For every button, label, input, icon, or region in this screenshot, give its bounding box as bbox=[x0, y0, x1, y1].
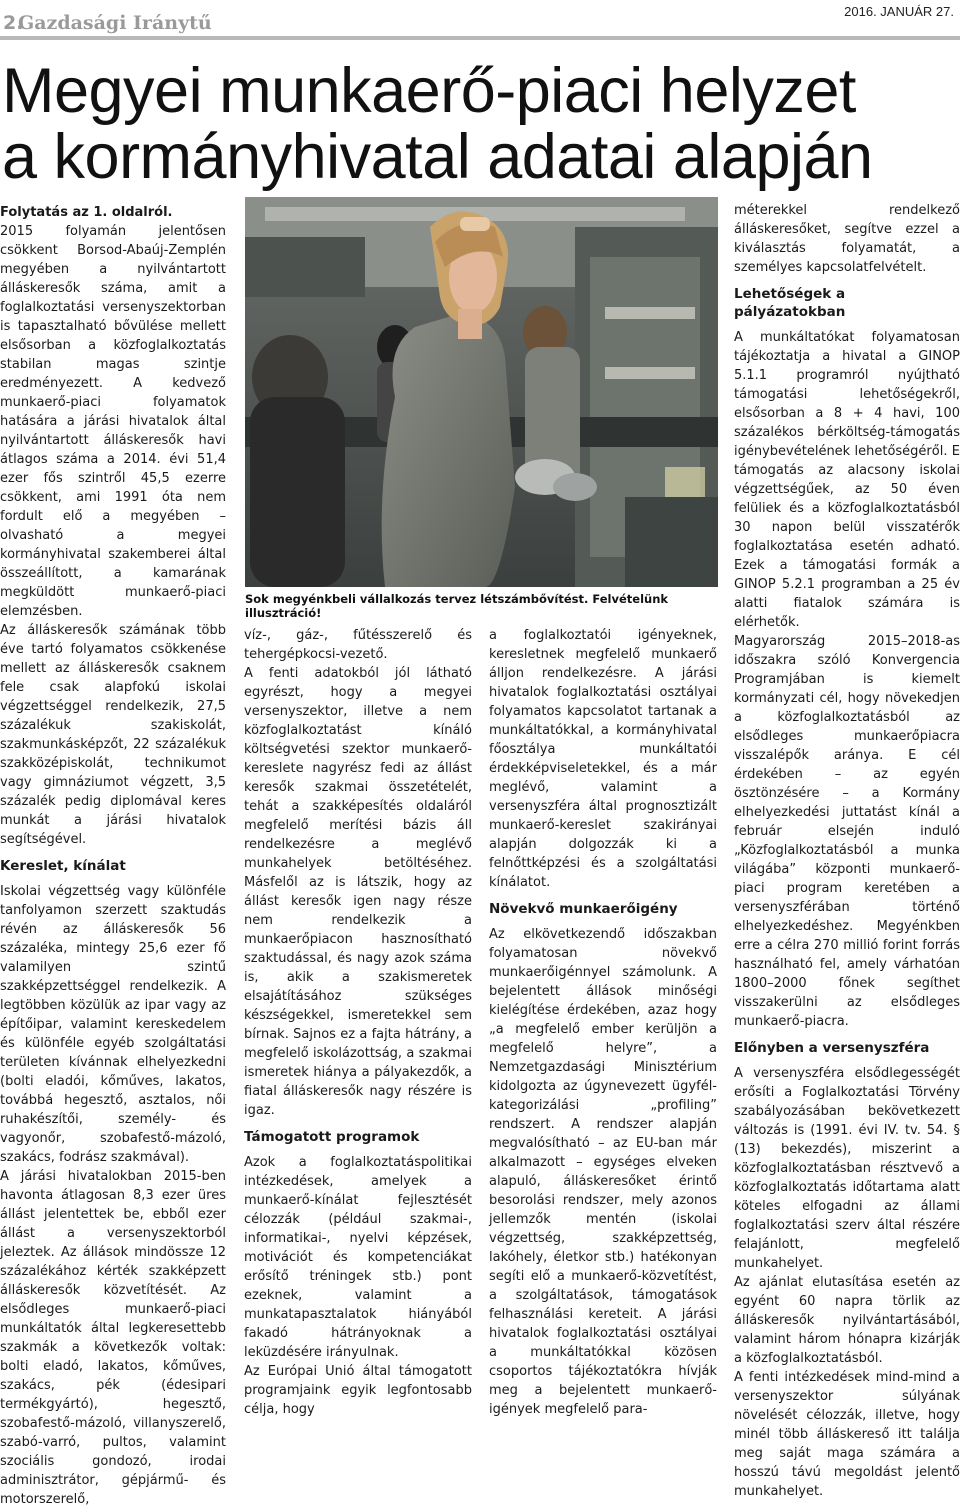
factory-workers-photo bbox=[245, 197, 718, 587]
article-column-3 bbox=[489, 626, 717, 1417]
page-header bbox=[0, 0, 960, 40]
section-name: Gazdasági Iránytű bbox=[18, 12, 212, 34]
photo-caption: Sok megyénkbeli vállalkozás tervez létszámbővítést. Felvételünk illusztráció! bbox=[245, 592, 669, 620]
paragraph: Az álláskeresők számának több éve tartó folyamatos csökkenése mellett az álláskeresők csaknem fele csak alapfokú iskolai végzettséggel rendelkezik, 27,5 százalékuk szakiskolát, szakmunkásképzőt, 22 százalékuk szakközépiskolát, technikumot vagy gimnáziumot végzett, 3,5 százalék pedig diplomával keres munkát a járási hivatalok segítségével. bbox=[0, 623, 226, 847]
article-column-1 bbox=[0, 203, 226, 1507]
subheading: Növekvő munkaerőigény bbox=[489, 901, 678, 917]
paragraph: A járási hivatalokban 2015-ben havonta átlagosan 8,3 ezer üres állást jelentettek be, ebből ezer állást a versenyszektorból jeleztek. Az állások mindössze 12 százalékához kérték szakképzett álláskeresők közvetítését. Az elsődleges munkaerő-piaci munkáltatók által legkeresettebb szakmák a következők voltak: bolti eladó, lakatos, kőműves, szakács, pék (édesipari termékgyártó), hegesztő, szobafestő-mázoló, villanyszerelő, szabó-varró, pultos, valamint szociális gondozó, irodai adminisztrátor, gépjármű- és motorszerelő, bbox=[0, 1169, 226, 1507]
headline-line-2: a kormányhivatal adatai alapján bbox=[2, 122, 873, 192]
article-headline bbox=[2, 58, 960, 190]
continuation-note: Folytatás az 1. oldalról. bbox=[0, 205, 173, 220]
subheading: Lehetőségek a pályázatokban bbox=[734, 286, 846, 320]
issue-date: 2016. JANUÁR 27. bbox=[844, 4, 954, 19]
subheading: Támogatott programok bbox=[244, 1129, 420, 1145]
subheading: Kereslet, kínálat bbox=[0, 858, 126, 874]
paragraph: Az Európai Unió által támogatott programjaink egyik legfontosabb célja, hogy bbox=[244, 1364, 472, 1417]
paragraph: A munkáltatókat folyamatosan tájékoztatja a hivatal a GINOP 5.1.1 programról nyújtható támogatási lehetőségekről, elsősorban a 8 + 4 havi, 100 százalékos bérköltség-támogatás igénybevételének lehetőségéről. E támogatás az alacsony iskolai végzettségűek, az 50 éven felüliek és a közfoglalkoztatásból 30 napon belül visszatérők foglalkoztatása esetén adható. Ezek a támogatási formák a GINOP 5.2.1 programban a 25 év alatti fiatalok számára is elérhetők. bbox=[734, 330, 960, 630]
paragraph: víz-, gáz-, fűtésszerelő és tehergépkocsi-vezető. bbox=[244, 628, 472, 662]
paragraph: A versenyszféra elsődlegességét erősíti a Foglalkoztatási Törvény szabályozásában bekövetkezett változás is (1991. évi IV. tv. 54. § (13) bekezdés), miszerint a közfoglalkoztatásban résztvevő a közfoglalkoztatás időtartama alatt köteles elfogadni az állami foglalkoztatási szerv által részére felajánlott, megfelelő munkahelyet. bbox=[734, 1066, 960, 1271]
paragraph: A fenti adatokból jól látható egyrészt, hogy a megyei versenyszektor, illetve a nem közfoglalkoztatást kínáló költségvetési szektor munkaerő-kereslete nagyrész fedi az állást keresők szakmai összetételét, tehát a szakképesítés oldaláról megfelelő merítési bázis áll rendelkezésre a meglévő munkahelyek betöltéséhez. Másfelől az is látszik, hogy az állást keresők igen nagy része nem rendelkezik a munkaerőpiacon hasznosítható szaktudással, és nagy azok száma is, akik a szakismeretek elsajátításához szükséges készségekkel, ismeretekkel sem bírnak. Sajnos ez a fajta hátrány, a megfelelő iskolázottság, a szakmai ismeretek hiánya a pályakezdők, a fiatal álláskeresők nagy részére is igaz. bbox=[244, 666, 472, 1118]
paragraph: méterekkel rendelkező álláskeresőket, segítve ezzel a kiválasztás folyamatát, a személyes kapcsolatfelvételt. bbox=[734, 203, 960, 275]
paragraph: a foglalkoztatói igényeknek, keresletnek megfelelő munkaerő álljon rendelkezésre. A járási hivatalok foglalkoztatási osztályai folyamatos kapcsolatot tartanak a munkáltatókkal, a kormányhivatal főosztálya munkáltatói érdekképviseletekkel, és a már meglévő, valamint a versenyszféra által prognosztizált munkaerő-kereslet szakirányai alapján dolgozzák ki a felnőttképzési és a szolgáltatási kínálatot. bbox=[489, 628, 717, 890]
paragraph: 2015 folyamán jelentősen csökkent Borsod-Abaúj-Zemplén megyében a nyilvántartott álláskeresők száma, amit a foglalkoztatási versenyszektorban is tapasztalható bővülése mellett elsősorban a közfoglalkoztatás stabilan magas szintje eredményezett. A kedvező munkaerő-piaci folyamatok hatására a járási hivatalok által nyilvántartott álláskeresők havi átlagos száma a 2014. évi 51,4 ezer fős szintről 45,5 ezerre csökkent, ami 1991 óta nem fordult elő a megyében – olvasható a megyei kormányhivatal szakemberei által összeállított, a kamarának megküldött munkaerő-piaci elemzésben. bbox=[0, 224, 226, 619]
paragraph: Magyarország 2015–2018-as időszakra szóló Konvergencia Programjában is kiemelt kormányzati cél, hogy növekedjen a közfoglalkoztatásból az elsődleges munkaerőpiacra visszalépők aránya. E cél érdekében – az egyén ösztönzésére – a Kormány elhelyezkedési juttatást kínál a február elsején induló „Közfoglalkoztatásból a munka világába” központi munkaerő-piaci program keretében a versenyszférában történő elhelyezkedéshez. Megyénkben erre a célra 270 millió forint forrás használható fel, amely várhatóan 1800–2000 főnek segíthet visszakerülni az elsődleges munkaerő-piacra. bbox=[734, 634, 960, 1029]
paragraph: Iskolai végzettség vagy különféle tanfolyamon szerzett szaktudás révén az álláskeresők 56 százaléka, mintegy 25,6 ezer fő valamilyen szintű szakképzettséggel rendelkezik. A legtöbben közülük az ipar vagy az építőipar, valamint kereskedelem és különféle egyéb szolgáltatási területen kívánnak elhelyezkedni (bolti eladói, kőműves, lakatos, továbbá hegesztő, asztalos, női ruhakészítői, személy- és vagyonőr, szobafestő-mázoló, szakács, fodrász szakmával). bbox=[0, 884, 226, 1165]
headline-line-1: Megyei munkaerő-piaci helyzet bbox=[2, 56, 856, 126]
paragraph: Azok a foglalkoztatáspolitikai intézkedések, amelyek a munkaerő-kínálat fejlesztését célozzák (például szakmai-, informatikai-, nyelvi képzések, motivációt és kompetenciákat erősítő tréningek stb.) pont ezeknek, valamint a munkatapasztalatok hiányából fakadó hátrányoknak a leküzdésére irányulnak. bbox=[244, 1155, 472, 1360]
article-column-4 bbox=[734, 201, 960, 1499]
paragraph: Az elkövetkezendő időszakban folyamatosan növekvő munkaerőigénnyel számolunk. A bejelentett állások minőségi kielégítése érdekében, azaz hogy „a megfelelő ember kerüljön a megfelelő helyre”, a Nemzetgazdasági Minisztérium kidolgozta az úgynevezett ügyfél-kategorizálási „profiling” rendszert. A rendszer alapján megvalósítható – az EU-ban már alkalmazott – egységes elveken alapuló, álláskeresőket érintő besorolási rendszer, mely azonos jellemzők mentén (iskolai végzettség, szakképzettség, lakóhely, életkor stb.) hatékonyan segíti elő a munkaerő-közvetítést, a szolgáltatások, támogatások felhasználási kereteit. A járási hivatalok foglalkoztatási osztályai a munkáltatókkal közösen csoportos tájékoztatókra hívják meg a bejelentett munkaerő-igények megfelelő para- bbox=[489, 927, 717, 1417]
paragraph: A fenti intézkedések mind-mind a versenyszektor súlyának növelését célozzák, illetve, hogy minél több álláskereső itt találja meg saját maga számára a hosszú távú megoldást jelentő munkahelyet. bbox=[734, 1370, 960, 1499]
paragraph: Az ajánlat elutasítása esetén az egyént 60 napra törlik az álláskeresők nyilvántartásából, valamint három hónapra kizárják a közfoglalkoztatásból. bbox=[734, 1275, 960, 1366]
subheading: Előnyben a versenyszféra bbox=[734, 1040, 930, 1056]
page-number: 2. bbox=[3, 12, 24, 34]
header-rule bbox=[0, 36, 960, 40]
article-column-2 bbox=[244, 626, 472, 1417]
